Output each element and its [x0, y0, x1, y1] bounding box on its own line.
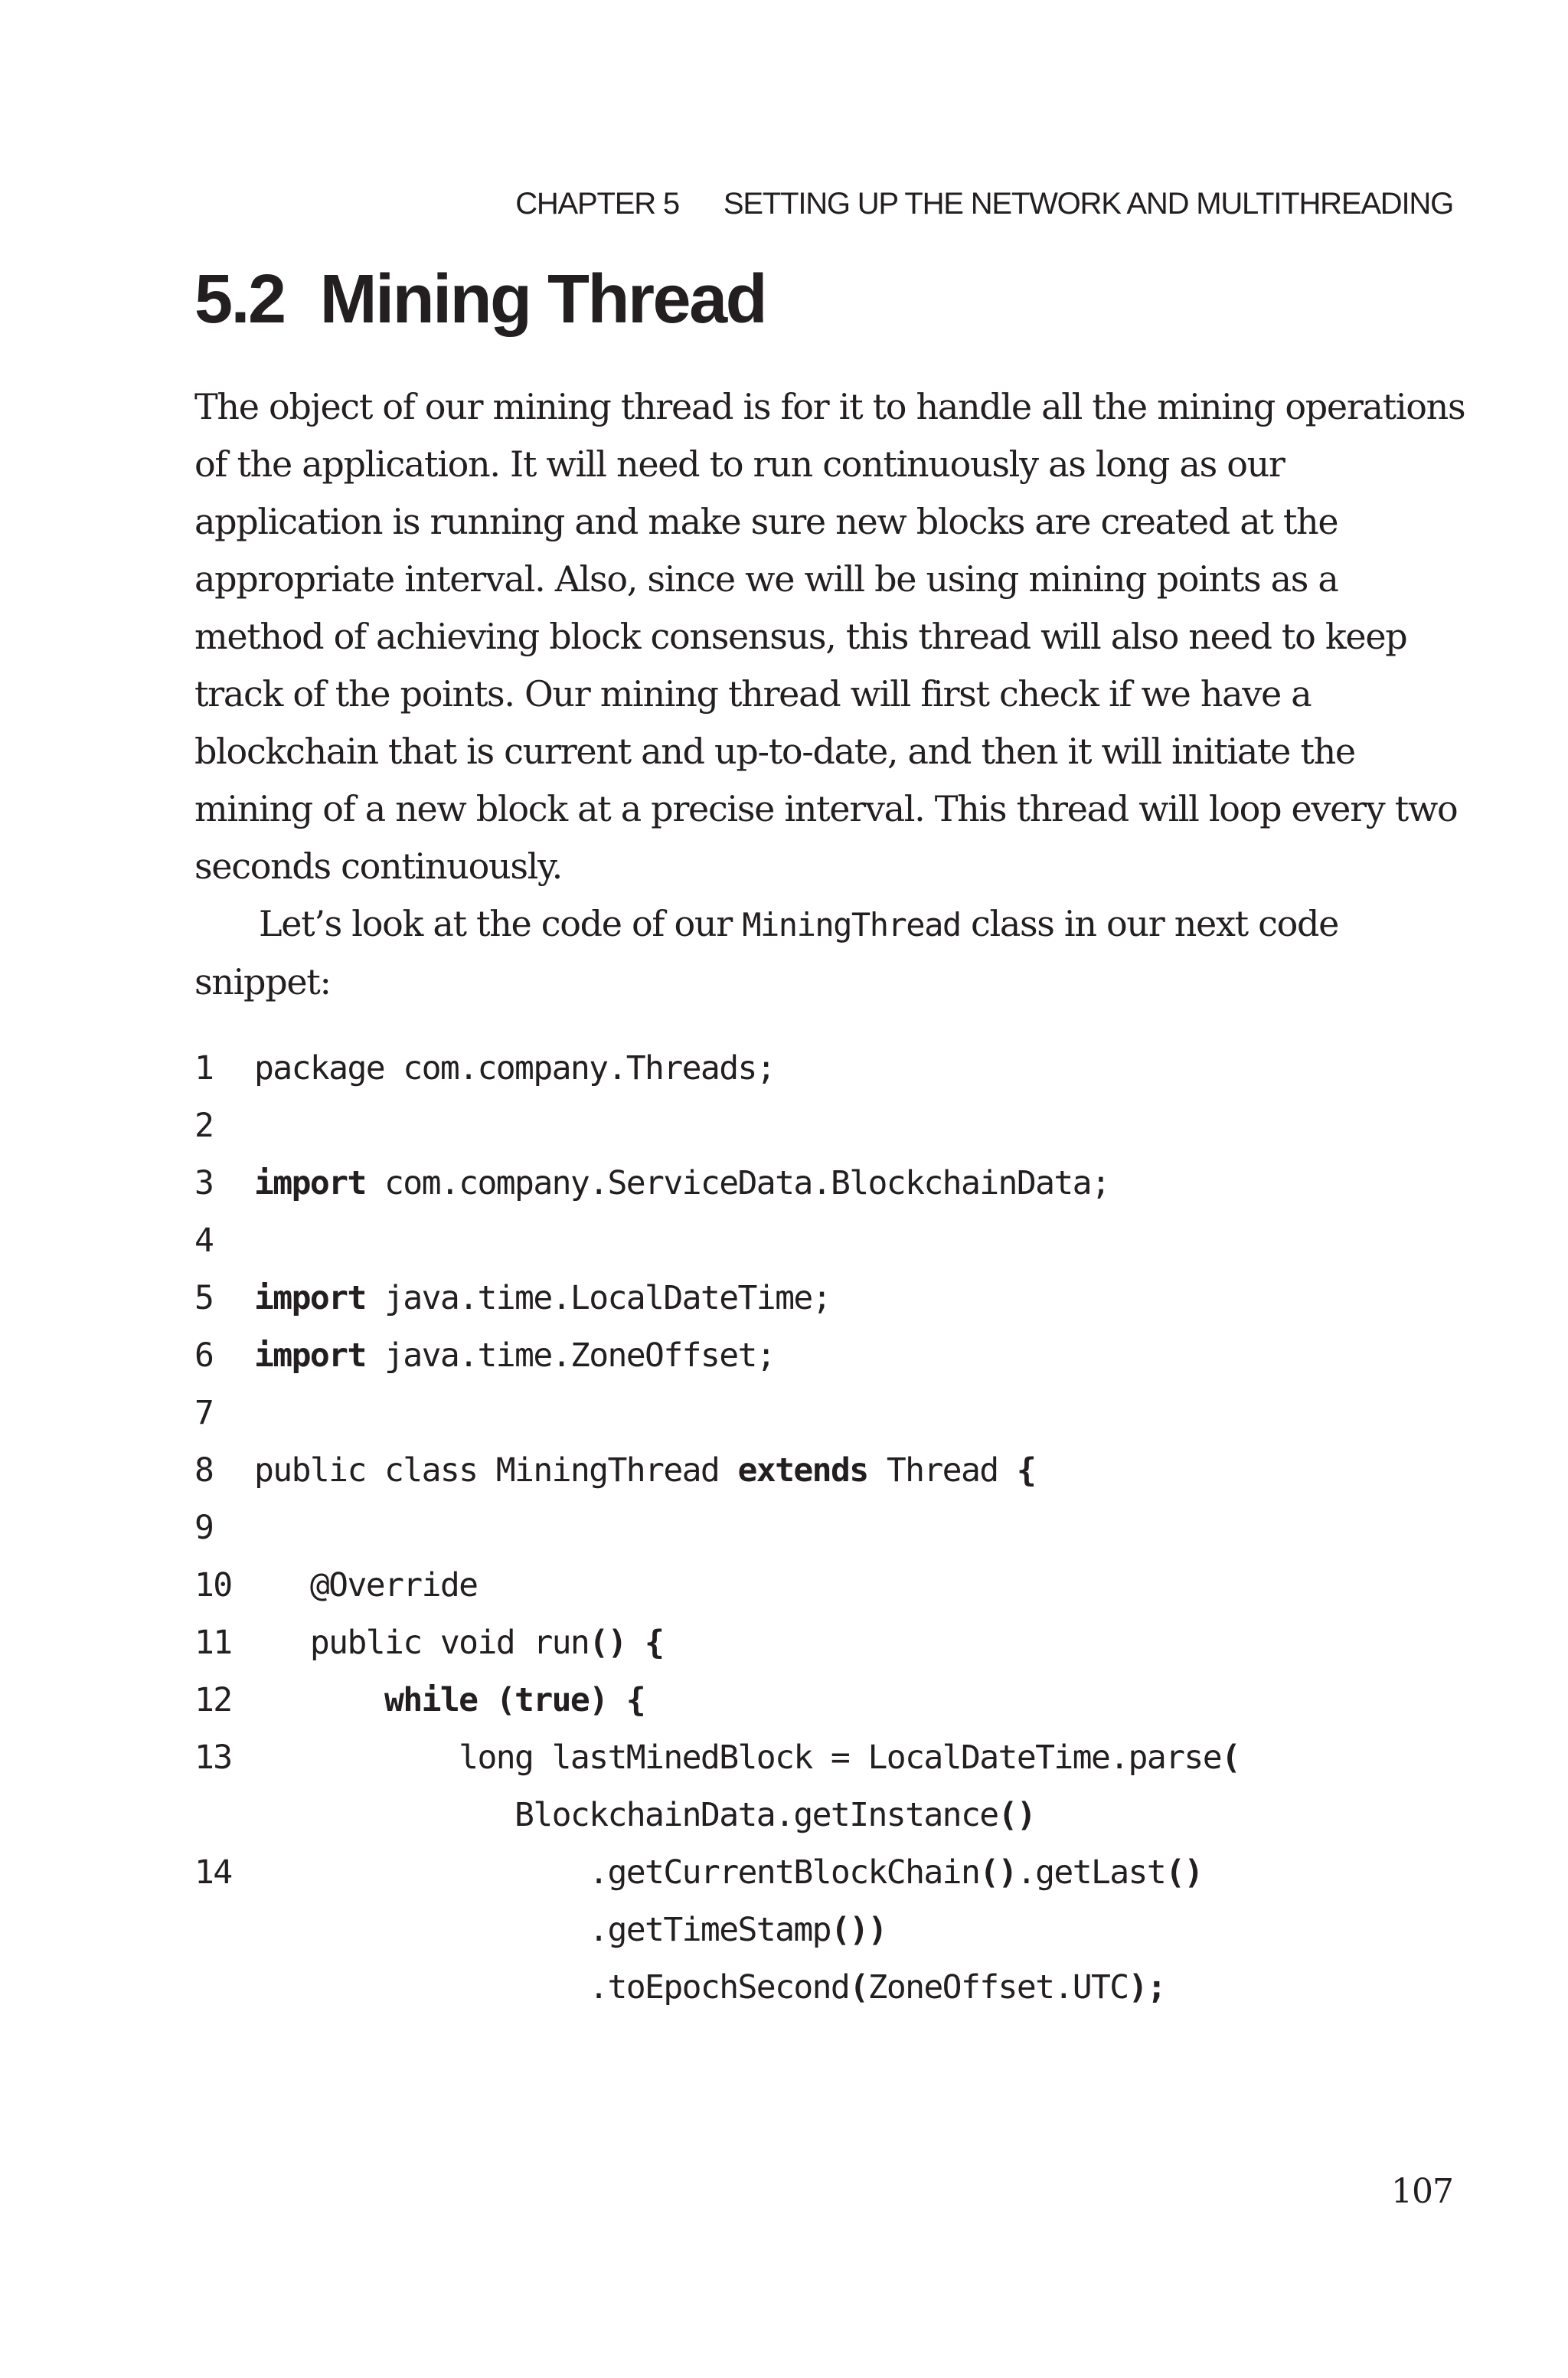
paragraph-2 [194, 895, 1465, 1011]
code-token: java.time.ZoneOffset; [365, 1336, 776, 1375]
code-token: public class MiningThread [254, 1451, 738, 1490]
code-token: .getLast [1016, 1853, 1166, 1892]
section-number: 5.2 [194, 261, 285, 338]
code-keyword: import [254, 1336, 366, 1375]
code-token: BlockchainData.getInstance [254, 1796, 998, 1834]
code-text [254, 1442, 1035, 1500]
code-text [254, 1902, 887, 1959]
code-token: long lastMinedBlock = LocalDateTime.parse [254, 1739, 1221, 1777]
code-annotation: @Override [254, 1566, 478, 1604]
line-number: 8 [194, 1451, 214, 1490]
section-title: Mining Thread [319, 261, 766, 338]
code-line [194, 1614, 1496, 1672]
code-text [254, 1327, 775, 1385]
section-heading [194, 261, 766, 338]
line-number: 4 [194, 1222, 214, 1260]
code-text [254, 1729, 1240, 1787]
code-text [254, 1959, 1165, 2017]
code-keyword: import [254, 1164, 366, 1202]
code-line-continuation [194, 1787, 1496, 1844]
code-line [194, 1500, 1496, 1557]
code-paren: () [979, 1853, 1017, 1892]
code-keyword: import [254, 1279, 366, 1317]
page-number: 107 [1391, 2172, 1453, 2211]
code-line [194, 1155, 1496, 1212]
code-token: .toEpochSecond [254, 1968, 850, 2007]
code-line-continuation [194, 1902, 1496, 1959]
code-paren: ); [1128, 1968, 1166, 2007]
line-number-blank [194, 1787, 254, 1844]
code-line [194, 1327, 1496, 1385]
code-keyword: while (true) { [384, 1681, 645, 1719]
running-head [515, 187, 1453, 221]
code-line [194, 1385, 1496, 1442]
code-paren: ( [1221, 1739, 1240, 1777]
code-text [254, 1844, 1203, 1902]
running-head-title: SETTING UP THE NETWORK AND MULTITHREADING [723, 187, 1453, 221]
line-number: 10 [194, 1566, 232, 1604]
paragraph-2-end: class in our next code snippet: [194, 903, 1339, 1003]
code-token: java.time.LocalDateTime; [365, 1279, 831, 1317]
line-number-blank [194, 1959, 254, 2017]
line-number: 2 [194, 1107, 214, 1145]
line-number: 14 [194, 1853, 232, 1892]
code-line [194, 1040, 1496, 1097]
code-token: .getTimeStamp [254, 1911, 831, 1949]
code-token: com.company.ServiceData.BlockchainData; [365, 1164, 1110, 1202]
code-token: Thread [867, 1451, 1017, 1490]
code-paren: () [1165, 1853, 1203, 1892]
paragraph-2-start: Let’s look at the code of our [259, 903, 743, 944]
code-line [194, 1212, 1496, 1270]
code-brace: { [1016, 1451, 1036, 1490]
code-line [194, 1729, 1496, 1787]
line-number: 9 [194, 1509, 214, 1547]
code-line-continuation [194, 1959, 1496, 2017]
code-line [194, 1557, 1496, 1614]
line-number: 7 [194, 1394, 214, 1432]
code-paren: ( [849, 1968, 868, 2007]
code-line [194, 1844, 1496, 1902]
code-text [254, 1040, 775, 1097]
code-line [194, 1442, 1496, 1500]
code-line [194, 1097, 1496, 1155]
line-number: 12 [194, 1681, 232, 1719]
code-token: public void run [254, 1624, 590, 1662]
line-number: 11 [194, 1624, 232, 1662]
code-text [254, 1270, 831, 1327]
code-paren: ()) [830, 1911, 887, 1949]
code-indent [254, 1681, 384, 1719]
code-paren: () [998, 1796, 1036, 1834]
line-number: 6 [194, 1336, 214, 1375]
line-number: 3 [194, 1164, 214, 1202]
inline-code-class-name: MiningThread [742, 906, 961, 944]
code-text [254, 1557, 477, 1614]
line-number: 13 [194, 1739, 232, 1777]
line-number: 1 [194, 1049, 214, 1088]
code-keyword: extends [737, 1451, 868, 1490]
code-text [254, 1787, 1035, 1844]
code-line [194, 1672, 1496, 1729]
code-text [254, 1155, 1109, 1212]
code-token: ZoneOffset.UTC [867, 1968, 1129, 2007]
paragraph-1: The object of our mining thread is for it to handle all the mining operations of the application. It will need to run continuously as long as our application is running and make sure new blocks are created at the appropriate interval. Also, since we will be using mining points as a method of achieving block consensus, this thread will also need to keep track of the points. Our mining thread will first check if we have a blockchain that is current and up-to-date, and then it will initiate the mining of a new block at a precise interval. This thread will loop every two seconds continuously. [194, 386, 1465, 887]
code-token: package com.company.Threads; [254, 1049, 776, 1088]
code-text [254, 1614, 663, 1672]
line-number-blank [194, 1902, 254, 1959]
code-text [254, 1672, 645, 1729]
body-text [194, 378, 1465, 1011]
code-brace: () { [589, 1624, 664, 1662]
running-head-chapter: CHAPTER 5 [515, 187, 679, 221]
code-listing [194, 1040, 1496, 2017]
line-number: 5 [194, 1279, 214, 1317]
code-line [194, 1270, 1496, 1327]
code-token: .getCurrentBlockChain [254, 1853, 980, 1892]
